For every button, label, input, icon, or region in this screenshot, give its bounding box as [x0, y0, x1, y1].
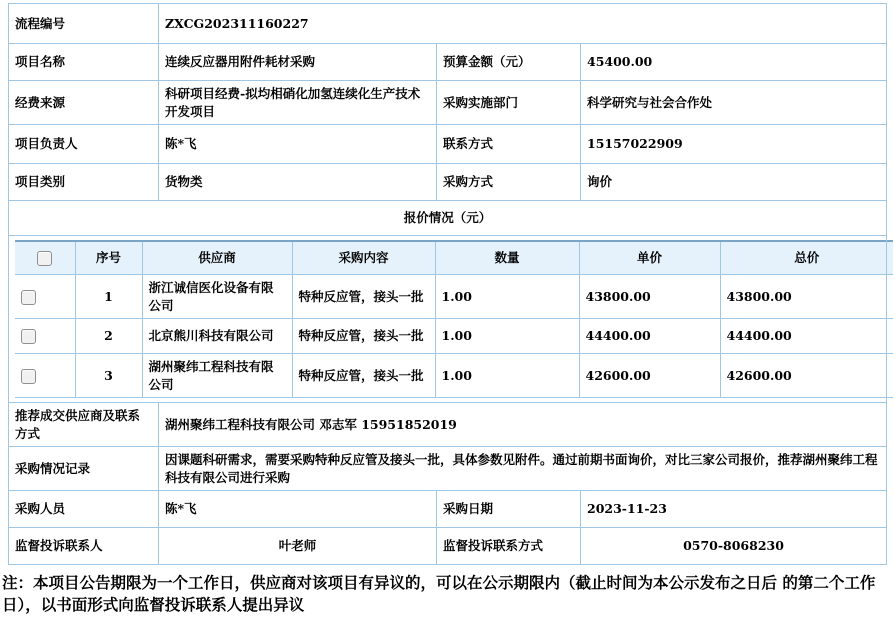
supervisor-phone-label: 监督投诉联系方式 [437, 528, 581, 565]
row-procurement-record [9, 447, 887, 491]
row-checkbox[interactable] [21, 329, 36, 344]
quote-qty: 1.00 [435, 275, 579, 319]
quote-row [15, 275, 893, 319]
purchase-date-label: 采购日期 [437, 491, 581, 528]
method-label: 采购方式 [437, 164, 581, 201]
row-checkbox[interactable] [21, 369, 36, 384]
quote-qty: 1.00 [435, 354, 579, 398]
funding-label: 经费来源 [9, 81, 159, 125]
leader-value: 陈*飞 [159, 125, 437, 164]
row-funding-dept [9, 81, 887, 125]
quote-content: 特种反应管，接头一批 [292, 275, 435, 319]
select-all-cell [15, 241, 75, 275]
supervisor-phone-value: 0570-8068230 [581, 528, 887, 565]
row-supervisor [9, 528, 887, 565]
leader-label: 项目负责人 [9, 125, 159, 164]
quote-unit-price: 43800.00 [579, 275, 720, 319]
col-header-supplier: 供应商 [142, 241, 292, 275]
quote-total-price: 43800.00 [720, 275, 893, 319]
announcement-note: 注：本项目公告期限为一个工作日，供应商对该项目有异议的，可以在公示期限内（截止时间为本公示发布之日后 的第二个工作日），以书面形式向监督投诉联系人提出异议 [2, 573, 876, 615]
supervisor-value: 叶老师 [159, 528, 437, 565]
quote-supplier: 浙江诚信医化设备有限公司 [142, 275, 292, 319]
row-category-method [9, 164, 887, 201]
row-quotes-section-header [9, 201, 887, 236]
dept-label: 采购实施部门 [437, 81, 581, 125]
quote-total-price: 44400.00 [720, 319, 893, 354]
col-header-unit-price: 单价 [579, 241, 720, 275]
row-checkbox-cell [15, 275, 75, 319]
row-quotes-table [9, 236, 887, 403]
quote-unit-price: 44400.00 [579, 319, 720, 354]
row-leader-contact [9, 125, 887, 164]
select-all-checkbox[interactable] [37, 251, 52, 266]
col-header-qty: 数量 [435, 241, 579, 275]
process-no-label: 流程编号 [9, 4, 159, 44]
quote-supplier: 湖州聚纬工程科技有限公司 [142, 354, 292, 398]
quote-total-price: 42600.00 [720, 354, 893, 398]
recommended-label: 推荐成交供应商及联系方式 [9, 403, 159, 447]
row-process-no [9, 4, 887, 44]
category-value: 货物类 [159, 164, 437, 201]
recommended-value: 湖州聚纬工程科技有限公司 邓志军 15951852019 [159, 403, 887, 447]
method-value: 询价 [581, 164, 887, 201]
quotes-section-title: 报价情况（元） [9, 201, 887, 236]
col-header-content: 采购内容 [292, 241, 435, 275]
quote-unit-price: 42600.00 [579, 354, 720, 398]
purchase-date-value: 2023-11-23 [581, 491, 887, 528]
row-recommended-supplier [9, 403, 887, 447]
contact-value: 15157022909 [581, 125, 887, 164]
contact-label: 联系方式 [437, 125, 581, 164]
row-checkbox[interactable] [21, 290, 36, 305]
buyer-label: 采购人员 [9, 491, 159, 528]
row-project-name-budget [9, 44, 887, 81]
quotes-table [15, 240, 893, 398]
dept-value: 科学研究与社会合作处 [581, 81, 887, 125]
row-checkbox-cell [15, 319, 75, 354]
procurement-info-table [8, 3, 887, 565]
supervisor-label: 监督投诉联系人 [9, 528, 159, 565]
buyer-value: 陈*飞 [159, 491, 437, 528]
quotes-header-row [15, 241, 893, 275]
quote-no: 3 [75, 354, 142, 398]
category-label: 项目类别 [9, 164, 159, 201]
quote-content: 特种反应管，接头一批 [292, 319, 435, 354]
row-checkbox-cell [15, 354, 75, 398]
quote-row [15, 354, 893, 398]
col-header-total-price: 总价 [720, 241, 893, 275]
quote-supplier: 北京熊川科技有限公司 [142, 319, 292, 354]
budget-value: 45400.00 [581, 44, 887, 81]
quote-no: 2 [75, 319, 142, 354]
col-header-no: 序号 [75, 241, 142, 275]
record-label: 采购情况记录 [9, 447, 159, 491]
quote-no: 1 [75, 275, 142, 319]
quote-content: 特种反应管，接头一批 [292, 354, 435, 398]
funding-value: 科研项目经费-拟均相硝化加氢连续化生产技术开发项目 [159, 81, 437, 125]
record-value: 因课题科研需求，需要采购特种反应管及接头一批，具体参数见附件。通过前期书面询价，对比三家公司报价，推荐湖州聚纬工程科技有限公司进行采购 [159, 447, 887, 491]
quote-qty: 1.00 [435, 319, 579, 354]
project-name-label: 项目名称 [9, 44, 159, 81]
quote-row [15, 319, 893, 354]
budget-label: 预算金额（元） [437, 44, 581, 81]
row-buyer-date [9, 491, 887, 528]
quotes-table-wrapper [9, 236, 887, 403]
project-name-value: 连续反应器用附件耗材采购 [159, 44, 437, 81]
process-no-value: ZXCG202311160227 [159, 4, 887, 44]
procurement-announcement-page [0, 3, 894, 615]
